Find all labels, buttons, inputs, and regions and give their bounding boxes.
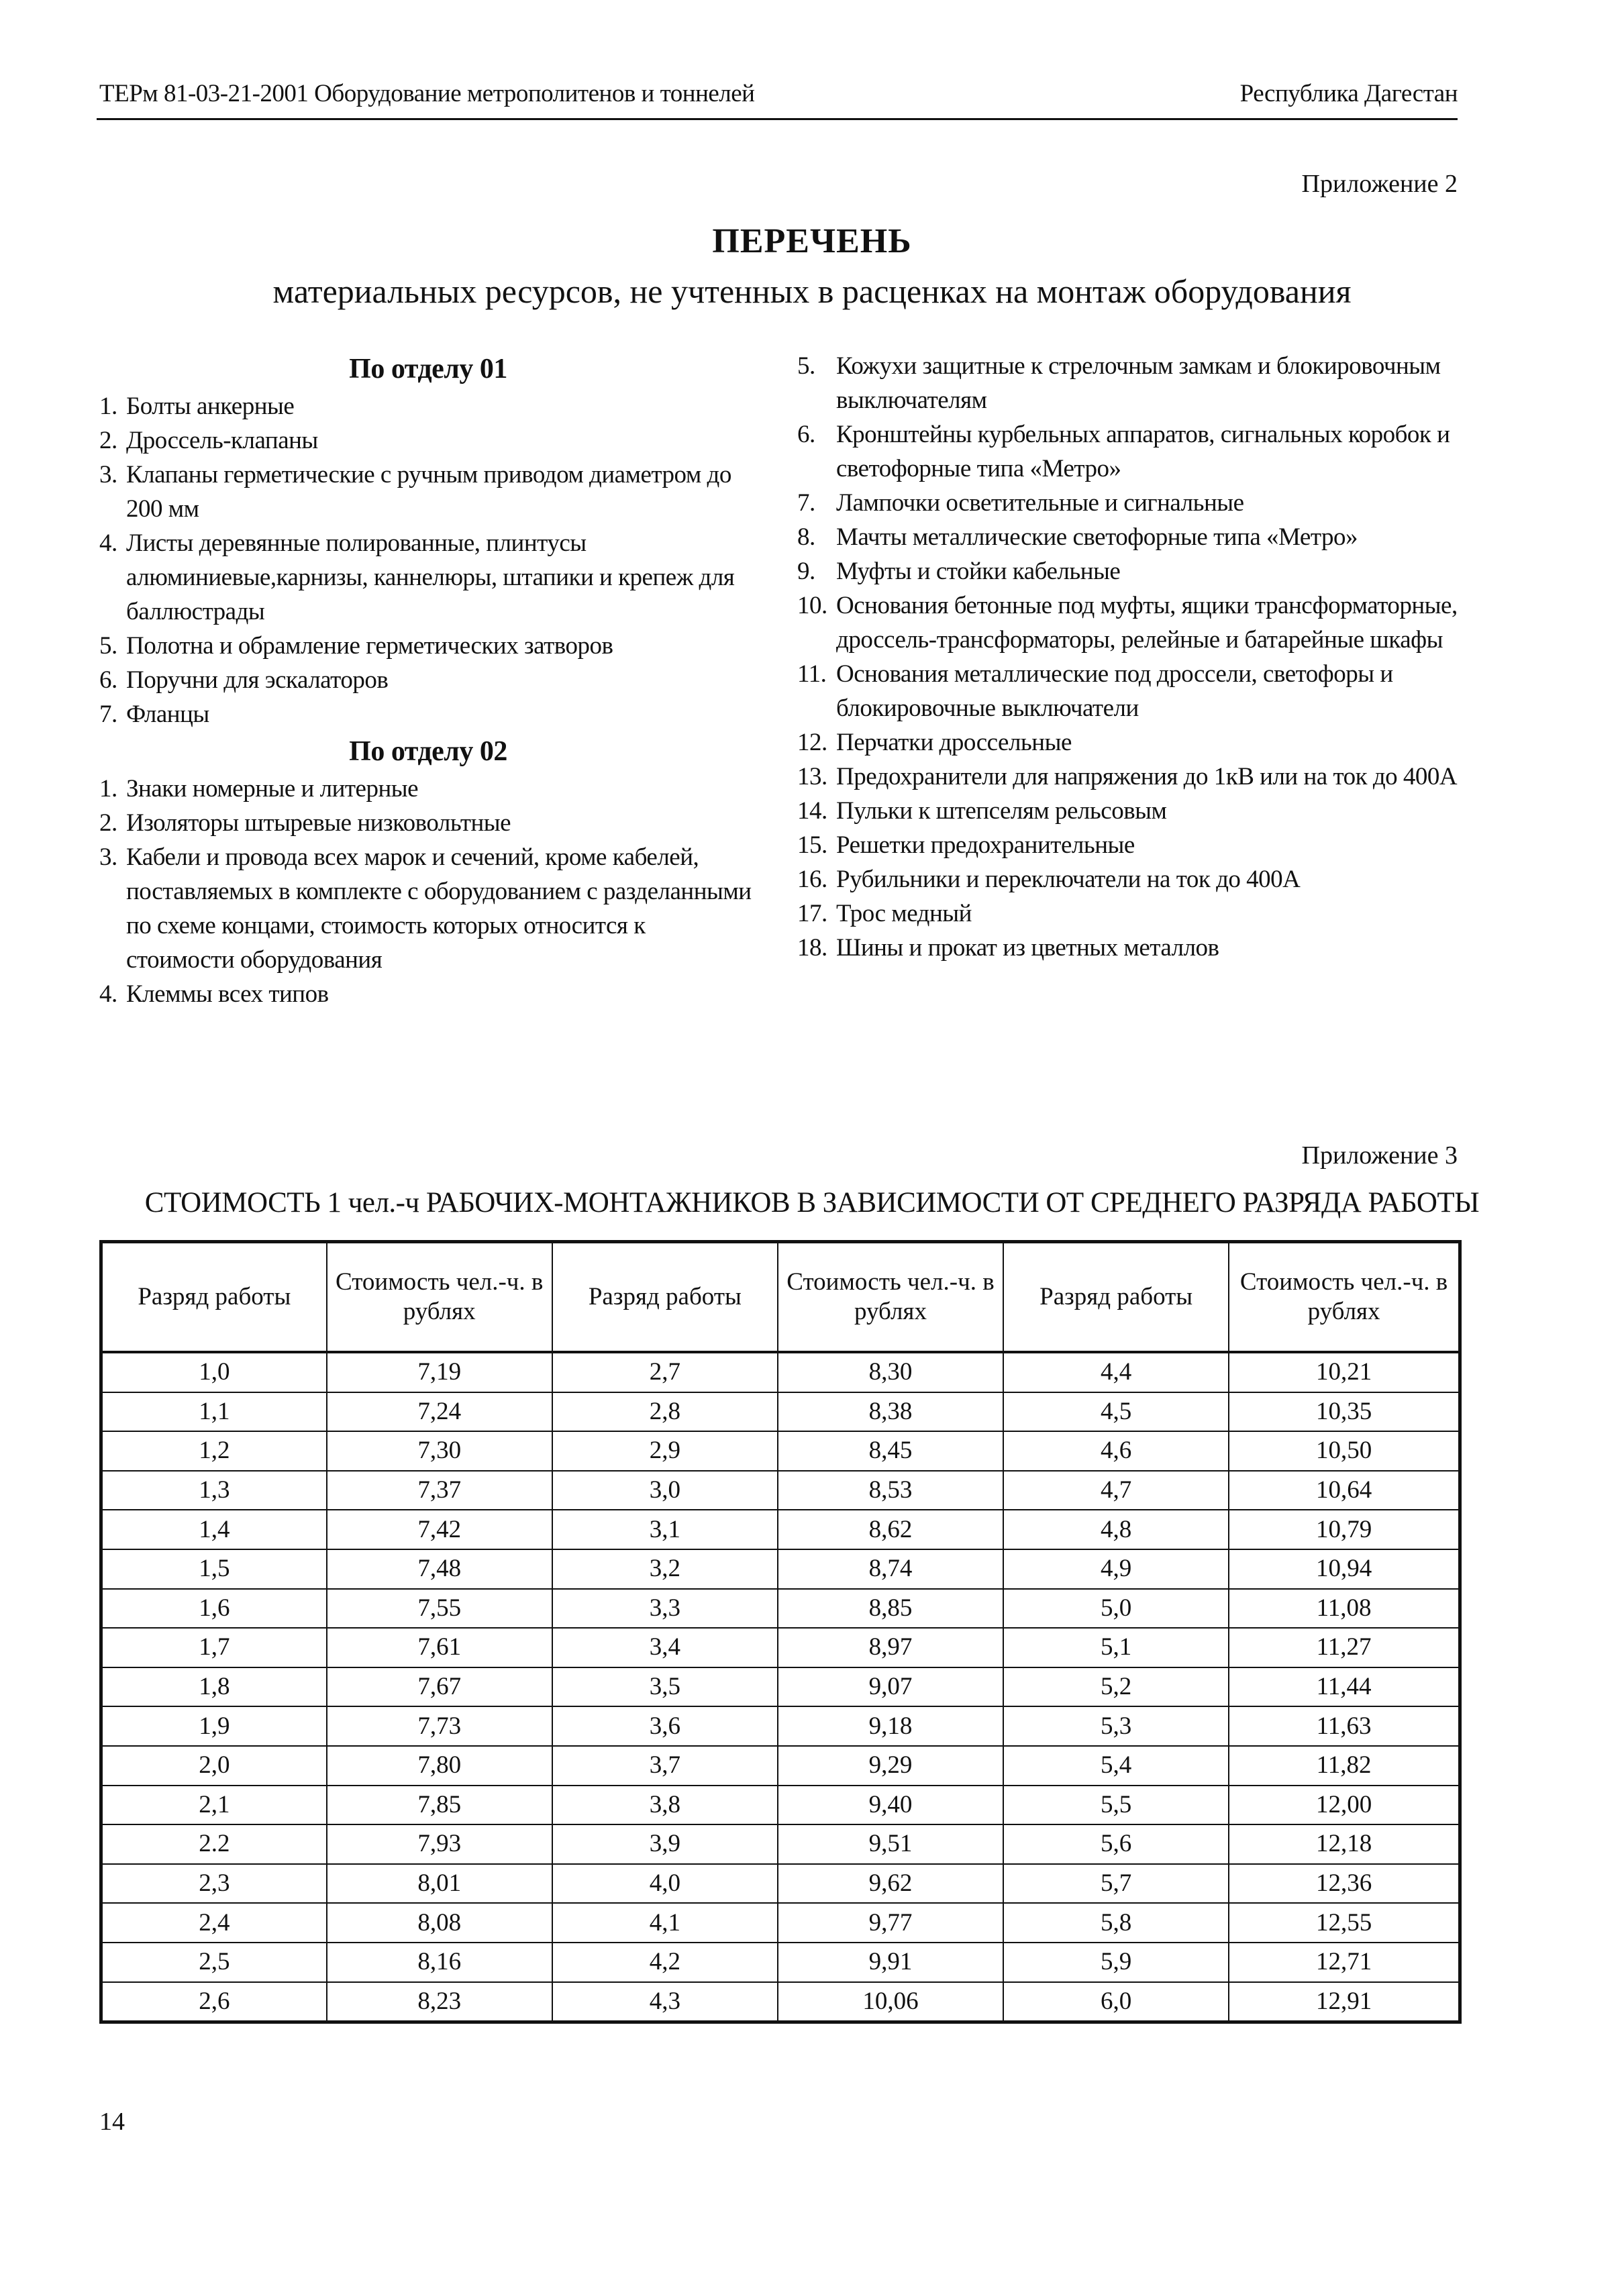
list-item-number: 12. [797,729,827,756]
grade-cell: 1,9 [101,1706,327,1746]
grade-cell: 4,0 [552,1864,778,1904]
list-item-number: 9. [797,558,815,585]
cost-cell: 7,55 [327,1589,552,1629]
grade-cell: 5,8 [1003,1903,1229,1943]
grade-cell: 1,6 [101,1589,327,1629]
cost-cell: 9,07 [778,1667,1003,1707]
cost-cell: 8,74 [778,1549,1003,1589]
header-cost-1: Стоимость чел.-ч. в рублях [327,1242,552,1353]
grade-cell: 2,0 [101,1746,327,1786]
list-title: ПЕРЕЧЕНЬ [712,222,912,260]
table-row [101,1667,1460,1707]
list-item-number: 5. [99,632,117,660]
grade-cell: 1,8 [101,1667,327,1707]
grade-cell: 2,4 [101,1903,327,1943]
cost-cell: 10,21 [1229,1352,1460,1392]
list-item [99,772,757,806]
cost-cell: 8,08 [327,1903,552,1943]
grade-cell: 3,8 [552,1786,778,1825]
list-item-text: Рубильники и переключатели на ток до 400А [836,866,1301,893]
cost-cell: 8,23 [327,1982,552,2022]
list-item [99,840,757,977]
cost-cell: 11,44 [1229,1667,1460,1707]
cost-cell: 9,29 [778,1746,1003,1786]
grade-cell: 4,9 [1003,1549,1229,1589]
cost-cell: 10,06 [778,1982,1003,2022]
section-02-list-part2 [797,349,1462,965]
table-header-row [101,1242,1460,1353]
header-cost-2: Стоимость чел.-ч. в рублях [778,1242,1003,1353]
section-01-list [99,389,757,731]
grade-cell: 4,8 [1003,1510,1229,1549]
grade-cell: 1,4 [101,1510,327,1549]
cost-cell: 8,53 [778,1471,1003,1510]
grade-cell: 2,7 [552,1352,778,1392]
grade-cell: 4,3 [552,1982,778,2022]
cost-cell: 7,48 [327,1549,552,1589]
cost-table-title: СТОИМОСТЬ 1 чел.-ч РАБОЧИХ-МОНТАЖНИКОВ В ЗАВИСИМОСТИ ОТ СРЕДНЕГО РАЗРЯДА РАБОТЫ [144,1187,1480,1219]
grade-cell: 5,5 [1003,1786,1229,1825]
table-row [101,1471,1460,1510]
grade-cell: 5,1 [1003,1628,1229,1667]
list-item-text: Листы деревянные полированные, плинтусы алюминиевые,карнизы, каннелюры, штапики и крепеж для баллюстрады [126,529,735,625]
list-item [797,862,1462,896]
grade-cell: 6,0 [1003,1982,1229,2022]
running-header-region: Республика Дагестан [1239,80,1458,107]
list-item-text: Пульки к штепселям рельсовым [836,797,1167,825]
list-item [797,828,1462,862]
list-item-text: Перчатки дроссельные [836,729,1072,756]
grade-cell: 1,5 [101,1549,327,1589]
cost-cell: 7,85 [327,1786,552,1825]
list-item [797,520,1462,554]
grade-cell: 1,1 [101,1392,327,1432]
cost-cell: 7,73 [327,1706,552,1746]
table-row [101,1431,1460,1471]
grade-cell: 4,5 [1003,1392,1229,1432]
table-row [101,1824,1460,1864]
list-item-number: 6. [797,421,815,448]
grade-cell: 5,2 [1003,1667,1229,1707]
cost-cell: 9,62 [778,1864,1003,1904]
header-grade-3: Разряд работы [1003,1242,1229,1353]
grade-cell: 5,4 [1003,1746,1229,1786]
list-item-text: Болты анкерные [126,393,295,420]
grade-cell: 2,1 [101,1786,327,1825]
cost-cell: 10,64 [1229,1471,1460,1510]
grade-cell: 5,6 [1003,1824,1229,1864]
header-cost-3: Стоимость чел.-ч. в рублях [1229,1242,1460,1353]
list-item-text: Знаки номерные и литерные [126,775,419,803]
cost-cell: 8,62 [778,1510,1003,1549]
grade-cell: 4,1 [552,1903,778,1943]
cost-cell: 8,45 [778,1431,1003,1471]
cost-cell: 8,97 [778,1628,1003,1667]
running-header-title: ТЕРм 81-03-21-2001 Оборудование метрополитенов и тоннелей [99,80,755,107]
list-item [99,526,757,629]
list-item [99,629,757,663]
list-item [797,931,1462,965]
cost-cell: 8,85 [778,1589,1003,1629]
appendix-3-label: Приложение 3 [1301,1141,1458,1170]
grade-cell: 1,3 [101,1471,327,1510]
list-item-text: Кабели и провода всех марок и сечений, кроме кабелей, поставляемых в комплекте с оборудованием с разделанными по схеме концами, стоимость которых относится к стоимости оборудования [126,843,752,974]
list-item [797,760,1462,794]
table-row [101,1943,1460,1982]
list-item [99,389,757,423]
list-item-text: Мачты металлические светофорные типа «Метро» [836,523,1358,551]
list-item-text: Поручни для эскалаторов [126,666,389,694]
header-divider [97,118,1458,120]
table-row [101,1706,1460,1746]
materials-column-right [797,349,1462,965]
list-item [797,896,1462,931]
list-item [797,486,1462,520]
cost-cell: 12,18 [1229,1824,1460,1864]
grade-cell: 5,7 [1003,1864,1229,1904]
grade-cell: 4,4 [1003,1352,1229,1392]
list-item [797,794,1462,828]
list-item-number: 13. [797,763,827,790]
table-row [101,1864,1460,1904]
section-01-heading: По отделу 01 [349,354,507,384]
cost-cell: 7,24 [327,1392,552,1432]
section-02-heading: По отделу 02 [349,736,507,767]
cost-cell: 12,55 [1229,1903,1460,1943]
cost-cell: 12,91 [1229,1982,1460,2022]
table-row [101,1903,1460,1943]
grade-cell: 4,7 [1003,1471,1229,1510]
cost-cell: 9,40 [778,1786,1003,1825]
cost-cell: 8,30 [778,1352,1003,1392]
table-row [101,1549,1460,1589]
cost-cell: 9,51 [778,1824,1003,1864]
list-item [99,423,757,458]
cost-cell: 7,67 [327,1667,552,1707]
grade-cell: 3,1 [552,1510,778,1549]
cost-cell: 7,42 [327,1510,552,1549]
grade-cell: 1,2 [101,1431,327,1471]
cost-cell: 8,16 [327,1943,552,1982]
grade-cell: 5,3 [1003,1706,1229,1746]
list-item-number: 2. [99,427,117,454]
cost-cell: 7,19 [327,1352,552,1392]
list-item-text: Изоляторы штыревые низковольтные [126,809,511,837]
table-row [101,1352,1460,1392]
list-item-text: Шины и прокат из цветных металлов [836,934,1219,962]
cost-cell: 11,63 [1229,1706,1460,1746]
grade-cell: 3,4 [552,1628,778,1667]
table-row [101,1510,1460,1549]
cost-cell: 7,61 [327,1628,552,1667]
grade-cell: 3,2 [552,1549,778,1589]
list-item-number: 5. [797,352,815,380]
cost-cell: 9,18 [778,1706,1003,1746]
cost-cell: 11,27 [1229,1628,1460,1667]
list-item-text: Кронштейны курбельных аппаратов, сигнальных коробок и светофорные типа «Метро» [836,421,1450,482]
list-item-number: 3. [99,461,117,488]
section-02-list-part1 [99,772,757,1011]
list-item-text: Дроссель-клапаны [126,427,318,454]
cost-cell: 11,82 [1229,1746,1460,1786]
cost-cell: 10,79 [1229,1510,1460,1549]
list-item [797,725,1462,760]
materials-column-left [99,349,757,1011]
list-item-number: 7. [797,489,815,517]
table-row [101,1786,1460,1825]
header-grade-1: Разряд работы [101,1242,327,1353]
list-item [99,458,757,526]
list-item-number: 11. [797,660,827,688]
list-item-number: 4. [99,529,117,557]
grade-cell: 4,2 [552,1943,778,1982]
table-row [101,1392,1460,1432]
list-item-text: Решетки предохранительные [836,831,1135,859]
list-item [99,663,757,697]
cost-cell: 10,50 [1229,1431,1460,1471]
list-item-number: 6. [99,666,117,694]
grade-cell: 5,0 [1003,1589,1229,1629]
list-item [99,977,757,1011]
grade-cell: 3,9 [552,1824,778,1864]
labor-cost-table [99,1240,1462,2024]
grade-cell: 2,6 [101,1982,327,2022]
grade-cell: 1,7 [101,1628,327,1667]
list-item [797,554,1462,588]
grade-cell: 3,6 [552,1706,778,1746]
grade-cell: 2.2 [101,1824,327,1864]
header-grade-2: Разряд работы [552,1242,778,1353]
list-item-text: Лампочки осветительные и сигнальные [836,489,1244,517]
list-item-number: 10. [797,592,827,619]
list-item [99,806,757,840]
list-item-text: Клапаны герметические с ручным приводом диаметром до 200 мм [126,461,731,523]
cost-cell: 11,08 [1229,1589,1460,1629]
list-item-number: 1. [99,775,117,803]
grade-cell: 3,3 [552,1589,778,1629]
list-item-number: 2. [99,809,117,837]
cost-cell: 7,80 [327,1746,552,1786]
cost-cell: 7,37 [327,1471,552,1510]
list-item-number: 8. [797,523,815,551]
page-number: 14 [99,2108,125,2136]
cost-cell: 12,00 [1229,1786,1460,1825]
list-item-number: 18. [797,934,827,962]
list-item-text: Клеммы всех типов [126,980,329,1008]
list-item-text: Основания металлические под дроссели, светофоры и блокировочные выключатели [836,660,1393,722]
list-subtitle: материальных ресурсов, не учтенных в расценках на монтаж оборудования [272,272,1352,310]
grade-cell: 3,0 [552,1471,778,1510]
cost-cell: 9,91 [778,1943,1003,1982]
grade-cell: 3,7 [552,1746,778,1786]
cost-cell: 7,93 [327,1824,552,1864]
list-item [797,657,1462,725]
grade-cell: 2,5 [101,1943,327,1982]
list-item-text: Кожухи защитные к стрелочным замкам и блокировочным выключателям [836,352,1441,414]
list-item-text: Основания бетонные под муфты, ящики трансформаторные, дроссель-трансформаторы, релейные и батарейные шкафы [836,592,1458,654]
list-item-number: 17. [797,900,827,927]
cost-cell: 8,38 [778,1392,1003,1432]
grade-cell: 2,8 [552,1392,778,1432]
cost-cell: 8,01 [327,1864,552,1904]
appendix-2-label: Приложение 2 [1301,170,1458,198]
cost-cell: 12,36 [1229,1864,1460,1904]
list-item [99,697,757,731]
table-row [101,1746,1460,1786]
list-item-text: Фланцы [126,701,209,728]
grade-cell: 4,6 [1003,1431,1229,1471]
list-item [797,588,1462,657]
list-item-text: Полотна и обрамление герметических затворов [126,632,613,660]
cost-cell: 7,30 [327,1431,552,1471]
table-row [101,1589,1460,1629]
cost-cell: 10,94 [1229,1549,1460,1589]
list-item-number: 4. [99,980,117,1008]
list-item-number: 15. [797,831,827,859]
table-row [101,1982,1460,2022]
list-item-number: 16. [797,866,827,893]
list-item-number: 14. [797,797,827,825]
list-item-number: 1. [99,393,117,420]
table-row [101,1628,1460,1667]
cost-cell: 9,77 [778,1903,1003,1943]
grade-cell: 1,0 [101,1352,327,1392]
list-item-text: Муфты и стойки кабельные [836,558,1121,585]
list-item-text: Предохранители для напряжения до 1кВ или на ток до 400А [836,763,1458,790]
cost-cell: 12,71 [1229,1943,1460,1982]
grade-cell: 5,9 [1003,1943,1229,1982]
list-item-number: 3. [99,843,117,871]
list-item [797,349,1462,417]
grade-cell: 2,3 [101,1864,327,1904]
grade-cell: 3,5 [552,1667,778,1707]
list-item [797,417,1462,486]
cost-cell: 10,35 [1229,1392,1460,1432]
list-item-text: Трос медный [836,900,972,927]
grade-cell: 2,9 [552,1431,778,1471]
list-item-number: 7. [99,701,117,728]
